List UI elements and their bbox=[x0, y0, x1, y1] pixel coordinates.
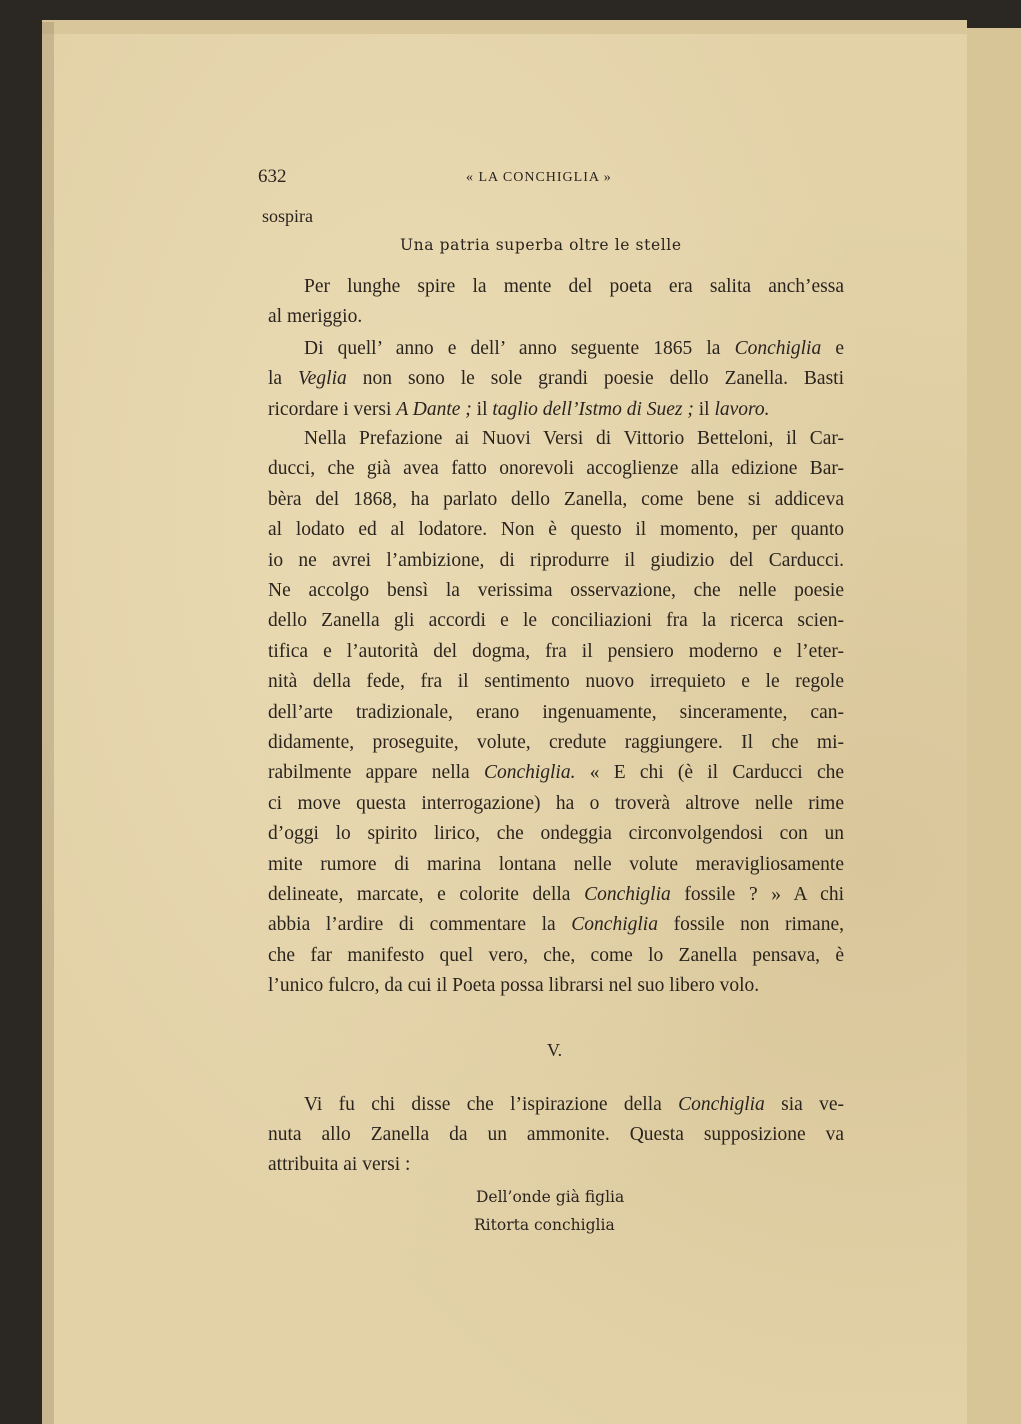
page-gutter-shadow bbox=[42, 22, 54, 1424]
text-line: dello Zanella gli accordi e le conciliazioni fra la ricerca scien- bbox=[268, 610, 844, 632]
text-line: nità della fede, fra il sentimento nuovo irrequieto e le regole bbox=[268, 671, 844, 693]
text-line: abbia l’ardire di commentare la Conchiglia fossile non rimane, bbox=[268, 914, 844, 936]
text-line: ricordare i versi A Dante ; il taglio dell’Istmo di Suez ; il lavoro. bbox=[268, 398, 770, 420]
quoted-verse-1: Una patria superba oltre le stelle bbox=[400, 236, 682, 254]
text-line: rabilmente appare nella Conchiglia. « E chi (è il Carducci che bbox=[268, 762, 845, 784]
text-line: attribuita ai versi : bbox=[268, 1154, 411, 1175]
text-line: la Veglia non sono le sole grandi poesie dello Zanella. Basti bbox=[268, 368, 844, 390]
next-page-edge bbox=[958, 28, 1021, 1424]
text-line: Nella Prefazione ai Nuovi Versi di Vittorio Betteloni, il Car- bbox=[304, 428, 844, 449]
text-line: l’unico fulcro, da cui il Poeta possa librarsi nel suo libero volo. bbox=[268, 975, 760, 997]
text-line: mite rumore di marina lontana nelle volute meravigliosamente bbox=[268, 853, 844, 875]
text-line: ci move questa interrogazione) ha o troverà altrove nelle rime bbox=[268, 792, 844, 814]
text-line: tifica e l’autorità del dogma, fra il pensiero moderno e l’eter- bbox=[268, 640, 844, 662]
page-top-edge bbox=[42, 20, 967, 34]
text-line: io ne avrei l’ambizione, di riprodurre il giudizio del Carducci. bbox=[268, 549, 844, 571]
page-number: 632 bbox=[258, 166, 287, 187]
text-line: al lodato ed al lodatore. Non è questo il momento, per quanto bbox=[268, 519, 844, 541]
text-line: didamente, proseguite, volute, credute raggiungere. Il che mi- bbox=[268, 732, 844, 753]
quoted-verse-2-line-1: Dell’onde già figlia bbox=[476, 1188, 625, 1206]
running-title: « LA CONCHIGLIA » bbox=[466, 170, 612, 185]
text-line: bèra del 1868, ha parlato dello Zanella, come bene si addiceva bbox=[268, 488, 844, 510]
running-header bbox=[258, 166, 848, 192]
text-line: che far manifesto quel vero, che, come lo Zanella pensava, è bbox=[268, 944, 844, 966]
text-line: nuta allo Zanella da un ammonite. Questa supposizione va bbox=[268, 1124, 844, 1145]
section-heading: V. bbox=[547, 1040, 563, 1060]
text-line: Per lunghe spire la mente del poeta era salita anch’essa bbox=[304, 276, 844, 297]
quoted-verse-2-line-2: Ritorta conchiglia bbox=[474, 1216, 615, 1234]
opening-word: sospira bbox=[262, 206, 313, 226]
text-line: Ne accolgo bensì la verissima osservazione, che nelle poesie bbox=[268, 580, 844, 601]
text-line: Di quell’ anno e dell’ anno seguente 1865 la Conchiglia e bbox=[304, 338, 844, 359]
text-line: delineate, marcate, e colorite della Conchiglia fossile ? » A chi bbox=[268, 884, 844, 905]
text-line: Vi fu chi disse che l’ispirazione della Conchiglia sia ve- bbox=[304, 1094, 844, 1115]
text-line: dell’arte tradizionale, erano ingenuamente, sinceramente, can- bbox=[268, 701, 844, 723]
text-line: ducci, che già avea fatto onorevoli accoglienze alla edizione Bar- bbox=[268, 458, 844, 480]
text-line: al meriggio. bbox=[268, 306, 363, 328]
text-line: d’oggi lo spirito lirico, che ondeggia circonvolgendosi con un bbox=[268, 823, 844, 845]
